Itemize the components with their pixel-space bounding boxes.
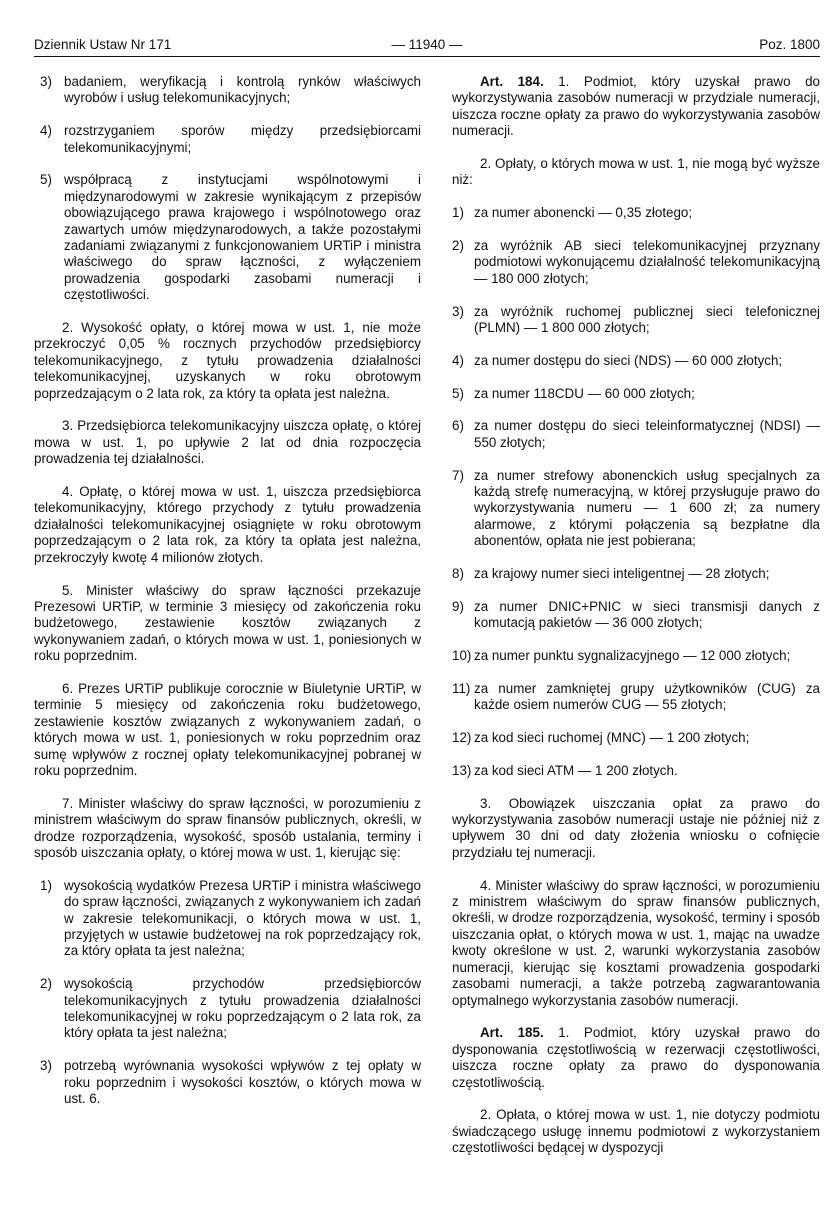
list-item: 3) potrzebą wyrównania wysokości wpływów z tej opłaty w roku poprzednim i wysokości kosztów, o których mowa w ust. 6. bbox=[40, 1058, 421, 1107]
fee-item: 11) za numer zamkniętej grupy użytkowników (CUG) za każde osiem numerów CUG — 55 złotych; bbox=[452, 680, 820, 713]
fee-item: 3) za wyróżnik ruchomej publicznej sieci telefonicznej (PLMN) — 1 800 000 złotych; bbox=[452, 303, 820, 336]
list-item: 2) wysokością przychodów przedsiębiorców telekomunikacyjnych z tytułu prowadzenia działalności telekomunikacyjnej w roku poprzedzającym o 2 lata rok, za który opłata ta jest należna; bbox=[40, 976, 421, 1041]
list-item: 3) badaniem, weryfikacją i kontrolą rynków właściwych wyrobów i usług telekomunikacyjnych; bbox=[40, 74, 421, 106]
paragraph: 2. Opłaty, o których mowa w ust. 1, nie mogą być wyższe niż: bbox=[452, 156, 820, 188]
article-label: Art. 184. bbox=[480, 74, 544, 89]
position-number: Poz. 1800 bbox=[759, 37, 820, 52]
fee-item: 4) za numer dostępu do sieci (NDS) — 60 000 złotych; bbox=[452, 352, 783, 368]
list-item: 1) wysokością wydatków Prezesa URTiP i ministra właściwego do spraw łączności, związanych z wykonywaniem ich zadań w zakresie telekomunikacji, o których mowa w ust. 1, przyjętych w ustawie budżetowej na rok poprzedzający rok, za który opłata ta jest należna; bbox=[40, 877, 421, 959]
paragraph: 4. Opłatę, o której mowa w ust. 1, uiszcza przedsiębiorca telekomunikacyjny, którego przychody z tytułu prowadzenia działalności telekomunikacyjnej osiągnięte w roku obrotowym poprzedzającym o 2 lata rok, za który ta opłata jest należna, przekroczyły kwotę 4 milionów złotych. bbox=[34, 484, 421, 565]
fee-item: 13) za kod sieci ATM — 1 200 złotych. bbox=[452, 762, 678, 778]
right-column bbox=[452, 74, 820, 1157]
list-item: 4) rozstrzyganiem sporów między przedsiębiorcami telekomunikacyjnymi; bbox=[40, 123, 421, 155]
left-column bbox=[34, 74, 421, 1107]
page-header bbox=[34, 34, 820, 57]
paragraph: 3. Przedsiębiorca telekomunikacyjny uiszcza opłatę, o której mowa w ust. 1, po upływie 2 lat od dnia rozpoczęcia prowadzenia tej działalności. bbox=[34, 418, 421, 467]
fee-item: 5) za numer 118CDU — 60 000 złotych; bbox=[452, 385, 695, 401]
paragraph: 6. Prezes URTiP publikuje corocznie w Biuletynie URTiP, w terminie 5 miesięcy od zakończenia roku budżetowego, zestawienie kosztów związanych z wykonywaniem zadań, o których mowa w ust. 1, poniesionych w roku poprzednim oraz sumę wpływów z rocznej opłaty telekomunikacyjnej pobranej w roku poprzednim. bbox=[34, 680, 421, 778]
page-number: — 11940 — bbox=[391, 37, 463, 52]
fee-item: 12) za kod sieci ruchomej (MNC) — 1 200 złotych; bbox=[452, 730, 750, 746]
paragraph: 2. Wysokość opłaty, o której mowa w ust. 1, nie może przekroczyć 0,05 % rocznych przychodów przedsiębiorcy telekomunikacyjnego, z tytułu prowadzenia działalności telekomunikacyjnej, uzyskanych w roku obrotowym poprzedzającym o 2 lata rok, za który ta opłata jest należna. bbox=[34, 320, 421, 401]
paragraph: 5. Minister właściwy do spraw łączności przekazuje Prezesowi URTiP, w terminie 3 miesięcy od zakończenia roku budżetowego, zestawienie kosztów związanych z wykonywaniem zadań, o których mowa w ust. 1, poniesionych w roku poprzednim. bbox=[34, 582, 421, 664]
article-184: Art. 184. 1. Podmiot, który uzyskał prawo do wykorzystywania zasobów numeracji w przydziale numeracji, uiszcza roczne opłaty za prawo do wykorzystywania zasobów numeracji. bbox=[452, 74, 820, 139]
article-label: Art. 185. bbox=[480, 1025, 544, 1041]
journal-title: Dziennik Ustaw Nr 171 bbox=[34, 37, 172, 52]
paragraph: 2. Opłata, o której mowa w ust. 1, nie dotyczy podmiotu świadczącego usługę innemu podmiotowi z wykorzystaniem częstotliwości będącej w dyspozycji bbox=[452, 1107, 820, 1156]
article-185: Art. 185. 1. Podmiot, który uzyskał prawo do dysponowania częstotliwością w rezerwacji częstotliwości, uiszcza roczne opłaty za prawo do dysponowania częstotliwością. bbox=[452, 1025, 820, 1090]
fee-item: 7) za numer strefowy abonenckich usług specjalnych za każdą strefę numeracyjną, w której przysługuje prawo do wykorzystywania numeru — 1 600 zł; za numery alarmowe, z którymi połączenia są bezpłatne dla abonentów, opłata nie jest pobierana; bbox=[452, 467, 820, 549]
paragraph: 4. Minister właściwy do spraw łączności, w porozumieniu z ministrem właściwym do spraw finansów publicznych, określi, w drodze rozporządzenia, wysokość, terminy i sposób uiszczania opłat, o których mowa w ust. 1, mając na uwadze kwoty określone w ust. 2, warunki wykorzystania zasobów numeracji, kierując się kosztami prowadzenia gospodarki zasobami numeracji, a także potrzebą zagwarantowania optymalnego wykorzystania zasobów numeracji. bbox=[452, 877, 820, 1008]
fee-item: 10) za numer punktu sygnalizacyjnego — 12 000 złotych; bbox=[452, 648, 791, 664]
list-item: 5) współpracą z instytucjami wspólnotowymi i międzynarodowymi w zakresie wynikającym z przepisów obowiązującego prawa krajowego i wspólnotowego oraz zawartych umów międzynarodowych, a także pozostałymi zadaniami związanymi z funkcjonowaniem URTiP i ministra właściwego do spraw łączności, z wyłączeniem prowadzenia gospodarki zasobami numeracji i częstotliwości. bbox=[40, 172, 421, 303]
paragraph: 7. Minister właściwy do spraw łączności, w porozumieniu z ministrem właściwym do spraw finansów publicznych, określi, w drodze rozporządzenia, wysokość, sposób ustalania, terminy i sposób uiszczania opłaty, o której mowa w ust. 1, kierując się: bbox=[34, 795, 421, 860]
fee-item: 1) za numer abonencki — 0,35 złotego; bbox=[452, 205, 693, 221]
paragraph: 3. Obowiązek uiszczania opłat za prawo do wykorzystywania zasobów numeracji ustaje nie później niż z upływem 30 dni od daty złożenia wniosku o cofnięcie przydziału tej numeracji. bbox=[452, 795, 820, 860]
fee-item: 9) za numer DNIC+PNIC w sieci transmisji danych z komutacją pakietów — 36 000 złotych; bbox=[452, 598, 820, 631]
fee-item: 6) za numer dostępu do sieci teleinformatycznej (NDSI) — 550 złotych; bbox=[452, 418, 820, 450]
fee-item: 2) za wyróżnik AB sieci telekomunikacyjnej przyznany podmiotowi wykonującemu działalność telekomunikacyjną — 180 000 złotych; bbox=[452, 238, 820, 286]
fee-item: 8) za krajowy numer sieci inteligentnej — 28 złotych; bbox=[452, 566, 770, 582]
